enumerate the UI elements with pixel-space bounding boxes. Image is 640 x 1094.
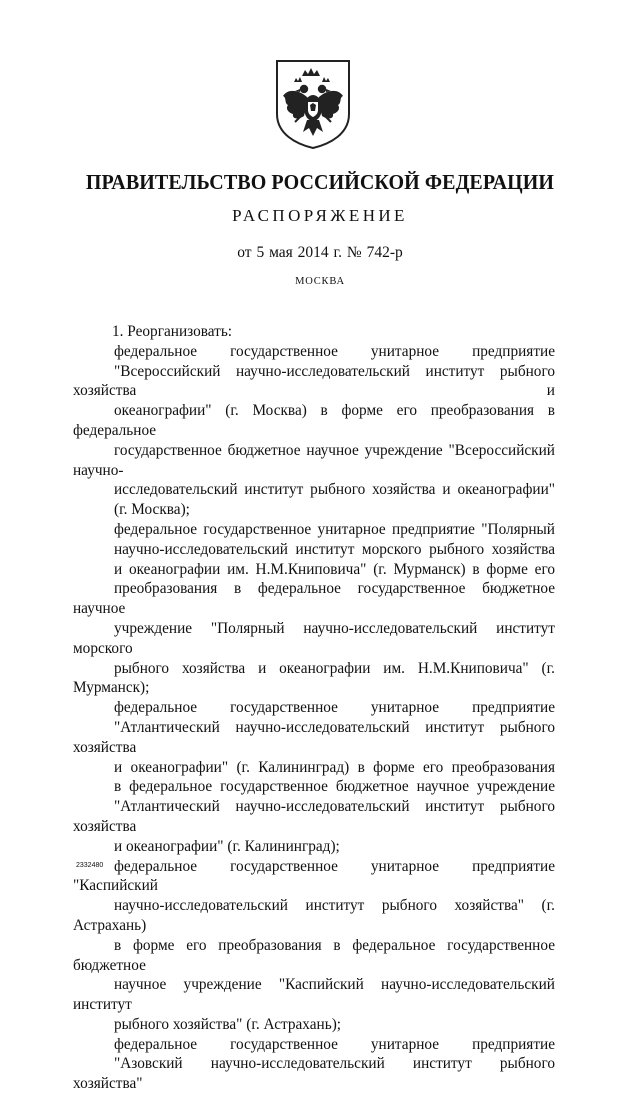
- body-paragraph: [73, 520, 555, 698]
- paragraph-line: (г. Москва);: [114, 501, 190, 519]
- paragraph-line: учреждение "Полярный научно-исследовательский институт морского: [73, 619, 555, 657]
- paragraph-line: федеральное государственное унитарное предприятие: [114, 699, 555, 717]
- paragraph-line: "Атлантический научно-исследовательский институт рыбного хозяйства: [73, 798, 555, 835]
- paragraph-line: федеральное государственное унитарное предприятие: [114, 342, 555, 360]
- paragraph-line: океанографии" (г. Москва) в форме его преобразования в федеральное: [73, 402, 555, 439]
- paragraph-line: научное учреждение "Каспийский научно-исследовательский институт: [73, 976, 555, 1014]
- paragraph-line: "Атлантический научно-исследовательский институт рыбного хозяйства: [73, 718, 555, 756]
- paragraph-list: [73, 342, 555, 1094]
- body-paragraph: [73, 698, 555, 856]
- item-title: 1. Реорганизовать:: [112, 323, 233, 340]
- body-paragraph: [73, 857, 555, 1035]
- footer-code: 2332480: [76, 862, 104, 869]
- paragraph-line: федеральное государственное унитарное предприятие "Полярный: [114, 520, 555, 538]
- government-title: ПРАВИТЕЛЬСТВО РОССИЙСКОЙ ФЕДЕРАЦИИ: [85, 170, 555, 194]
- body-paragraph: [73, 342, 555, 520]
- document-type: РАСПОРЯЖЕНИЕ: [232, 206, 408, 225]
- document-date-number: от 5 мая 2014 г. № 742-р: [237, 244, 403, 261]
- coat-of-arms-icon: [274, 58, 352, 150]
- paragraph-line: рыбного хозяйства и океанографии им. Н.М.Книповича" (г. Мурманск);: [73, 659, 555, 697]
- paragraph-line: в федеральное государственное бюджетное научное учреждение: [114, 778, 555, 796]
- paragraph-line: государственное бюджетное научное учреждение "Всероссийский научно-: [73, 441, 555, 479]
- paragraph-line: и океанографии им. Н.М.Книповича" (г. Мурманск) в форме его: [114, 560, 555, 578]
- paragraph-line: в форме его преобразования в федеральное государственное бюджетное: [73, 936, 555, 974]
- paragraph-line: и океанографии" (г. Калининград);: [114, 837, 340, 855]
- paragraph-line: и океанографии" (г. Калининград) в форме его преобразования: [114, 758, 555, 776]
- paragraph-line: рыбного хозяйства" (г. Астрахань);: [114, 1015, 342, 1033]
- body-paragraph: [73, 1035, 555, 1094]
- paragraph-line: научно-исследовательский институт морского рыбного хозяйства: [114, 540, 555, 558]
- paragraph-line: исследовательский институт рыбного хозяйства и океанографии": [114, 481, 555, 499]
- paragraph-line: федеральное государственное унитарное предприятие: [114, 1035, 555, 1053]
- document-city: МОСКВА: [295, 276, 345, 287]
- paragraph-line: научно-исследовательский институт рыбного хозяйства" (г. Астрахань): [73, 897, 555, 934]
- paragraph-line: федеральное государственное унитарное предприятие "Каспийский: [73, 857, 555, 895]
- paragraph-line: "Азовский научно-исследовательский институт рыбного хозяйства": [73, 1055, 555, 1093]
- document-body: [73, 322, 555, 1094]
- paragraph-line: "Всероссийский научно-исследовательский институт рыбного хозяйства и: [73, 362, 555, 400]
- paragraph-line: преобразования в федеральное государственное бюджетное научное: [73, 580, 555, 618]
